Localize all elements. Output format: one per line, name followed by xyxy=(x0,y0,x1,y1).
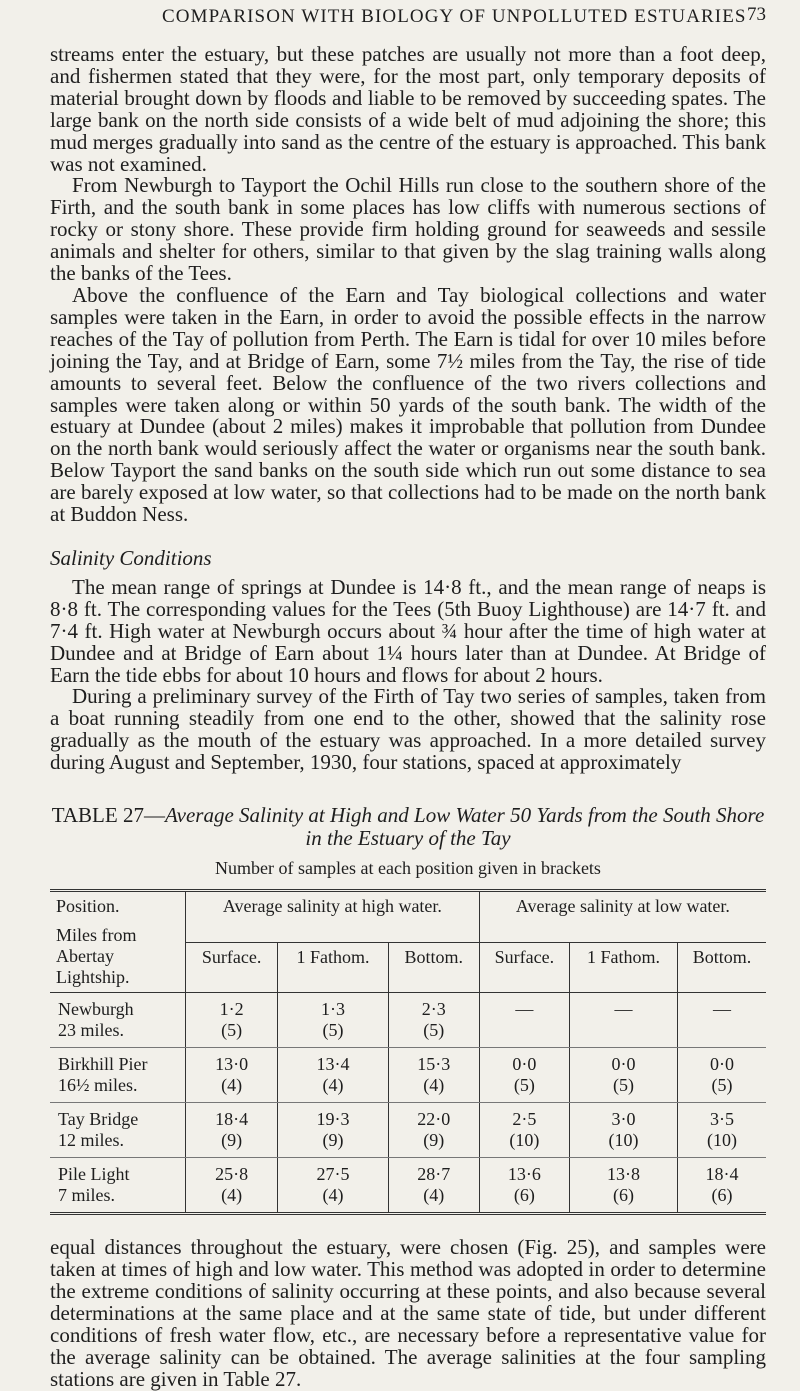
table-title-line1: Average Salinity at High and Low Water 50 Yards from the South Shore xyxy=(164,803,765,828)
salinity-value: 15·3 xyxy=(417,1054,451,1075)
value-cell xyxy=(388,1158,479,1214)
section-heading: Salinity Conditions xyxy=(50,545,212,570)
sample-count: (5) xyxy=(322,1020,344,1041)
sample-count: (4) xyxy=(423,1075,445,1096)
header-high-water: Average salinity at high water. xyxy=(186,891,480,943)
paragraph-3: Above the confluence of the Earn and Tay biological collections and water samples were taken in the Earn, in order to avoid the possible effects in the narrow reaches of the Tay of pollution from Perth. The Earn is tidal for over 10 miles before joining the Tay, and at Bridge of Earn, some 7½ miles from the Tay, the rise of tide amounts to several feet. Below the confluence of the two rivers collections and samples were taken along or within 50 yards of the south bank. The width of the estuary at Dundee (about 2 miles) makes it improbable that pollution from Dundee on the north bank would seriously affect the water or organisms near the south bank. Below Tayport the sand banks on the south side which run out some distance to sea are barely exposed at low water, so that collections had to be made on the north bank at Buddon Ness. xyxy=(50,282,766,527)
value-cell xyxy=(388,993,479,1048)
sample-count: (5) xyxy=(221,1020,243,1041)
sample-count: (6) xyxy=(513,1185,535,1206)
value-cell xyxy=(388,1048,479,1103)
salinity-table xyxy=(50,889,766,1215)
salinity-value: 22·0 xyxy=(417,1109,451,1130)
col-high-surface: Surface. xyxy=(186,942,278,992)
value-cell xyxy=(678,1158,766,1214)
value-cell xyxy=(678,1048,766,1103)
value-cell xyxy=(388,1103,479,1158)
salinity-value: 18·4 xyxy=(215,1109,249,1130)
table-title-line2: in the Estuary of the Tay xyxy=(305,826,511,851)
table-subtitle: Number of samples at each position given in brackets xyxy=(215,858,601,879)
value-cell xyxy=(479,1103,569,1158)
value-cell xyxy=(570,1048,678,1103)
col-low-surface: Surface. xyxy=(479,942,569,992)
sample-count: (10) xyxy=(608,1130,639,1151)
value-cell xyxy=(479,1158,569,1214)
salinity-value: 27·5 xyxy=(316,1164,350,1185)
sample-count: (4) xyxy=(322,1075,344,1096)
salinity-value: 0·0 xyxy=(512,1054,537,1075)
col-low-bottom: Bottom. xyxy=(678,942,766,992)
value-cell xyxy=(570,1158,678,1214)
salinity-value: — xyxy=(713,999,732,1020)
value-cell xyxy=(678,993,766,1048)
sample-count: (10) xyxy=(509,1130,540,1151)
salinity-value: 2·5 xyxy=(512,1109,537,1130)
salinity-value: 28·7 xyxy=(417,1164,451,1185)
salinity-value: 13·0 xyxy=(215,1054,249,1075)
salinity-value: 25·8 xyxy=(215,1164,249,1185)
sample-count: (9) xyxy=(221,1130,243,1151)
sample-count: (5) xyxy=(613,1075,635,1096)
sample-count: (6) xyxy=(613,1185,635,1206)
sample-count: (4) xyxy=(322,1185,344,1206)
salinity-value: 2·3 xyxy=(421,999,446,1020)
table-dash: — xyxy=(143,803,165,828)
salinity-value: 0·0 xyxy=(710,1054,735,1075)
sample-count: (4) xyxy=(221,1185,243,1206)
table-number: TABLE 27 xyxy=(51,803,144,828)
col-low-fathom: 1 Fathom. xyxy=(570,942,678,992)
value-cell xyxy=(570,993,678,1048)
table-caption xyxy=(50,804,766,850)
header-miles: Miles from Abertay Lightship. xyxy=(56,925,137,988)
salinity-value: 19·3 xyxy=(316,1109,350,1130)
table-row xyxy=(50,1048,766,1103)
position-name: Newburgh xyxy=(58,999,134,1020)
salinity-value: — xyxy=(614,999,633,1020)
salinity-value: 13·4 xyxy=(316,1054,350,1075)
sample-count: (4) xyxy=(423,1185,445,1206)
value-cell xyxy=(678,1103,766,1158)
paragraph-4: The mean range of springs at Dundee is 14·8 ft., and the mean range of neaps is 8·8 ft. The corresponding values for the Tees (5th Buoy Lighthouse) are 14·7 ft. and 7·4 ft. High water at Newburgh occurs about ¾ hour after the time of high water at Dundee and at Bridge of Earn about 1¼ hours later than at Dundee. At Bridge of Earn the tide ebbs for about 10 hours and flows for about 2 hours. xyxy=(50,574,766,687)
sample-count: (6) xyxy=(711,1185,733,1206)
position-cell xyxy=(50,993,186,1048)
sample-count: (4) xyxy=(221,1075,243,1096)
sample-count: (9) xyxy=(322,1130,344,1151)
header-position-cell xyxy=(50,891,186,993)
salinity-value: 1·3 xyxy=(321,999,345,1020)
salinity-value: 3·5 xyxy=(710,1109,735,1130)
value-cell xyxy=(479,993,569,1048)
paragraph-1: streams enter the estuary, but these patches are usually not more than a foot deep, and fishermen stated that they were, for the most part, only temporary deposits of material brought down by floods and liable to be removed by succeeding spates. The large bank on the north side consists of a wide belt of mud adjoining the shore; this mud merges gradually into sand as the centre of the estuary is approached. This bank was not examined. xyxy=(50,42,766,176)
table-body xyxy=(50,993,766,1214)
running-title: COMPARISON WITH BIOLOGY OF UNPOLLUTED ESTUARIES xyxy=(162,6,747,27)
table-row xyxy=(50,1103,766,1158)
value-cell xyxy=(186,1048,278,1103)
position-cell xyxy=(50,1048,186,1103)
value-cell xyxy=(278,993,389,1048)
salinity-value: 1·2 xyxy=(219,999,244,1020)
col-high-bottom: Bottom. xyxy=(388,942,479,992)
value-cell xyxy=(278,1103,389,1158)
sample-count: (5) xyxy=(423,1020,445,1041)
table-row xyxy=(50,1158,766,1214)
page-number: 73 xyxy=(747,4,766,25)
position-name: Tay Bridge xyxy=(58,1109,139,1130)
position-name: Birkhill Pier xyxy=(58,1054,148,1075)
value-cell xyxy=(186,1103,278,1158)
col-high-fathom: 1 Fathom. xyxy=(278,942,389,992)
value-cell xyxy=(186,1158,278,1214)
value-cell xyxy=(570,1103,678,1158)
sample-count: (10) xyxy=(707,1130,738,1151)
header-low-water: Average salinity at low water. xyxy=(479,891,766,943)
value-cell xyxy=(186,993,278,1048)
sample-count: (5) xyxy=(513,1075,535,1096)
position-miles: 23 miles. xyxy=(58,1020,124,1041)
salinity-value: 3·0 xyxy=(611,1109,636,1130)
position-miles: 12 miles. xyxy=(58,1130,124,1151)
header-position: Position. xyxy=(56,896,120,917)
sample-count: (9) xyxy=(423,1130,445,1151)
position-miles: 7 miles. xyxy=(58,1185,115,1206)
position-miles: 16½ miles. xyxy=(58,1075,138,1096)
position-cell xyxy=(50,1103,186,1158)
paragraph-5: During a preliminary survey of the Firth of Tay two series of samples, taken from a boat running steadily from one end to the other, showed that the salinity rose gradually as the mouth of the estuary was approached. In a more detailed survey during August and September, 1930, four stations, spaced at approximately xyxy=(50,684,766,775)
running-head xyxy=(50,0,766,44)
value-cell xyxy=(278,1048,389,1103)
value-cell xyxy=(479,1048,569,1103)
salinity-value: 0·0 xyxy=(611,1054,636,1075)
table-row xyxy=(50,993,766,1048)
salinity-value: 18·4 xyxy=(705,1164,739,1185)
sample-count: (5) xyxy=(711,1075,733,1096)
paragraph-2: From Newburgh to Tayport the Ochil Hills run close to the southern shore of the Firth, and the south bank in some places has low cliffs with numerous sections of rocky or stony shore. These provide firm holding ground for seaweeds and sessile animals and shelter for others, similar to that given by the slag training walls along the banks of the Tees. xyxy=(50,173,766,286)
value-cell xyxy=(278,1158,389,1214)
salinity-value: 13·6 xyxy=(507,1164,541,1185)
position-cell xyxy=(50,1158,186,1214)
salinity-value: 13·8 xyxy=(607,1164,641,1185)
position-name: Pile Light xyxy=(58,1164,130,1185)
salinity-value: — xyxy=(515,999,534,1020)
paragraph-6: equal distances throughout the estuary, were chosen (Fig. 25), and samples were taken at times of high and low water. This method was adopted in order to determine the extreme conditions of salinity occurring at these points, and also because several determinations at the same place and at the same state of tide, but under different conditions of fresh water flow, etc., are necessary before a representative value for the average salinity can be obtained. The average salinities at the four sampling stations are given in Table 27. xyxy=(50,1235,766,1391)
